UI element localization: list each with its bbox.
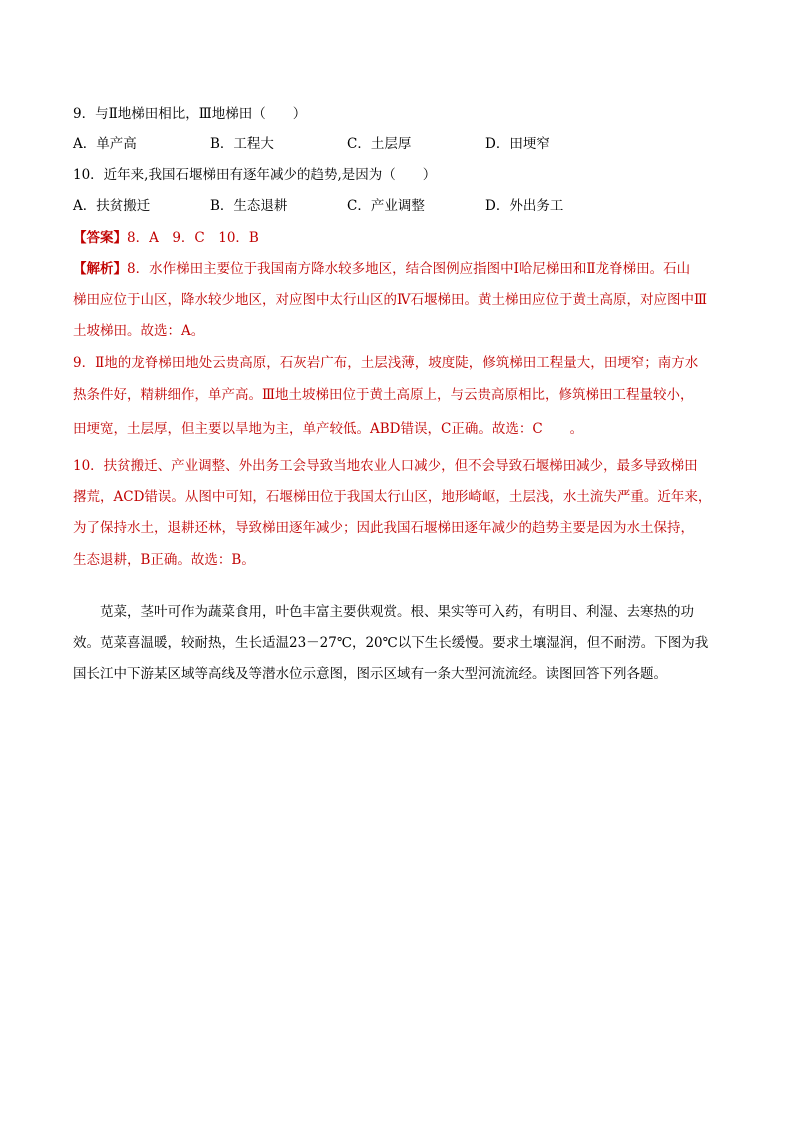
passage-line: 效。苋菜喜温暖，较耐热，生长适温23－27℃，20℃以下生长缓慢。要求土壤湿润，但不耐涝。下图为我	[73, 635, 709, 651]
question-9-option-c: C．土层厚	[347, 136, 412, 152]
analysis-tag: 【解析】	[73, 261, 127, 277]
question-9-option-b: B．工程大	[210, 136, 274, 152]
analysis-line: 10．扶贫搬迁、产业调整、外出务工会导致当地农业人口减少，但不会导致石堰梯田减少，最多导致梯田	[73, 458, 698, 474]
analysis-line: 撂荒，ACD错误。从图中可知，石堰梯田位于我国太行山区，地形崎岖，土层浅，水土流失严重。近年来，	[73, 489, 712, 505]
question-10-option-b: B．生态退耕	[210, 198, 288, 214]
answer-tag: 【答案】	[73, 230, 127, 246]
question-10-stem: 10．近年来,我国石堰梯田有逐年减少的趋势,是因为（ ）	[73, 167, 437, 183]
analysis-line	[73, 260, 723, 278]
analysis-line: 田埂宽，土层厚，但主要以旱地为主，单产较低。ABD错误，C正确。故选：C 。	[73, 421, 584, 437]
passage-line: 国长江中下游某区域等高线及等潜水位示意图，图示区域有一条大型河流流经。读图回答下列各题。	[73, 666, 667, 682]
answer-line	[73, 229, 259, 247]
analysis-line: 9．Ⅱ地的龙脊梯田地处云贵高原，石灰岩广布，土层浅薄，坡度陡，修筑梯田工程量大，田埂窄；南方水	[73, 355, 699, 371]
question-9-stem: 9．与Ⅱ地梯田相比，Ⅲ地梯田（ ）	[73, 106, 307, 122]
analysis-line: 土坡梯田。故选：A。	[73, 323, 205, 339]
analysis-line: 热条件好，精耕细作，单产高。Ⅲ地土坡梯田位于黄土高原上，与云贵高原相比，修筑梯田工程量较小，	[73, 387, 694, 403]
question-9-option-d: D．田埂窄	[485, 136, 550, 152]
analysis-line: 生态退耕，B正确。故选：B。	[73, 552, 255, 568]
answer-text: 8．A 9．C 10．B	[127, 230, 259, 246]
analysis-line: 为了保持水土，退耕还林，导致梯田逐年减少；因此我国石堰梯田逐年减少的趋势主要是因为水土保持，	[73, 520, 694, 536]
question-10-option-c: C．产业调整	[347, 198, 425, 214]
question-9-option-a: A．单产高	[73, 136, 137, 152]
question-10-option-d: D．外出务工	[485, 198, 564, 214]
analysis-line: 梯田应位于山区，降水较少地区，对应图中太行山区的Ⅳ石堰梯田。黄土梯田应位于黄土高原，对应图中Ⅲ	[73, 292, 708, 308]
analysis-text: 8．水作梯田主要位于我国南方降水较多地区，结合图例应指图中Ⅰ哈尼梯田和Ⅱ龙脊梯田。石山	[127, 261, 691, 277]
passage-line: 苋菜，茎叶可作为蔬菜食用，叶色丰富主要供观赏。根、果实等可入药，有明目、利湿、去寒热的功	[73, 604, 694, 620]
question-10-option-a: A．扶贫搬迁	[73, 198, 151, 214]
